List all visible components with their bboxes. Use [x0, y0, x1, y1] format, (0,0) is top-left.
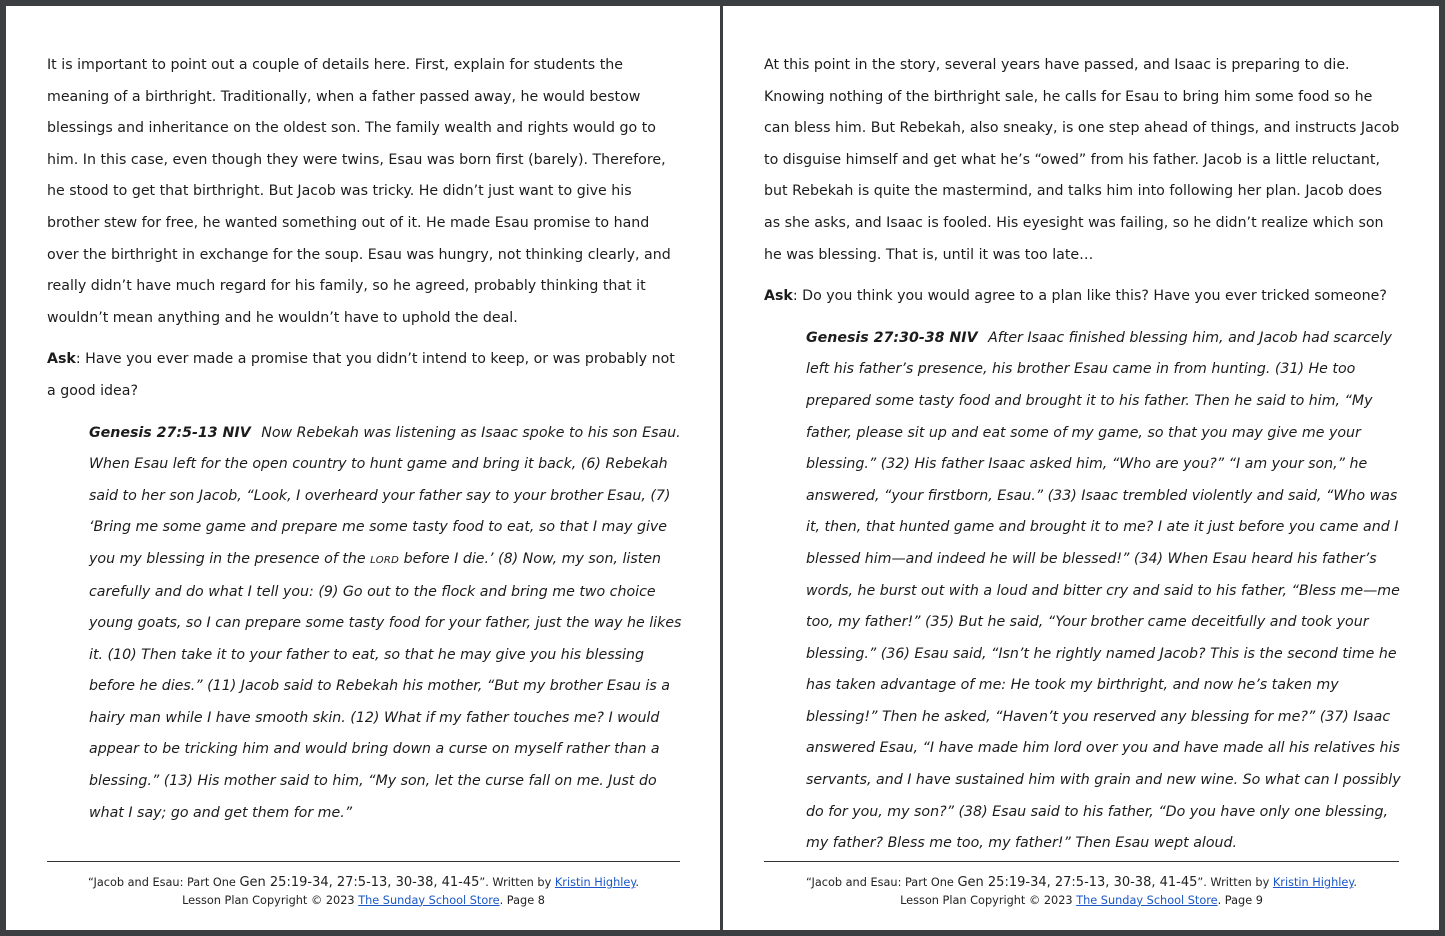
store-link[interactable]: The Sunday School Store	[1076, 893, 1218, 907]
page-number: Page 8	[506, 893, 545, 907]
ask-text: : Do you think you would agree to a plan like this? Have you ever tricked someone?	[792, 288, 1387, 305]
scripture-text: After Isaac finished blessing him, and Jacob had scarcely left his father’s presence, his brother Esau came in from hunting. (31) He too prepared some tasty food and brought it to his father. Then he said to him, “My father, please sit up and eat some of my game, so that you may give me your blessing.” (32) His father Isaac asked him, “Who are you?” “I am your son,” he answered, “your firstborn, Esau.” (33) Isaac trembled violently and said, “Who was it, then, that hunted game and brought it to me? I ate it just before you came and I blessed him—and indeed he will be blessed!” (34) When Esau heard his father’s words, he burst out with a loud and bitter cry and said to his father, “Bless me—me too, my father!” (35) But he said, “Your brother came deceitfully and took your blessing.” (36) Esau said, “Isn’t he rightly named Jacob? This is the second time he has taken advantage of me: He took my birthright, and now he’s taken my blessing!” Then he asked, “Haven’t you reserved any blessing for me?” (37) Isaac answered Esau, “I have made him lord over you and have made all his relatives his servants, and I have sustained him with grain and new wine. So what can I possibly do for you, my son?” (38) Esau said to his father, “Do you have only one blessing, my father? Bless me too, my father!” Then Esau wept aloud.	[806, 329, 1401, 852]
body-paragraph: At this point in the story, several years have passed, and Isaac is preparing to die. Knowing nothing of the birthright sale, he calls for Esau to bring him some food so he can bless him. But Rebekah, also sneaky, is one step ahead of things, and instructs Jacob to disguise himself and get what he’s “owed” from his father. Jacob is a little reluctant, but Rebekah is quite the mastermind, and talks him into following her plan. Jacob does as she asks, and Isaac is fooled. His eyesight was failing, so he didn’t realize which son he was blessing. That is, until it was too late…	[764, 57, 1400, 263]
ask-question	[47, 344, 682, 407]
ask-label: Ask	[47, 351, 76, 368]
scripture-text-part1: Now Rebekah was listening as Isaac spoke to his son Esau. When Esau left for the open country to hunt game and bring it back, (6) Rebekah said to her son Jacob, “Look, I overheard your father say to your brother Esau, (7) ‘Bring me some game and prepare me some tasty food to eat, so that I may give you my blessing in the presence of the	[89, 424, 681, 567]
page-body	[764, 50, 1401, 860]
scripture-passage	[89, 418, 682, 830]
footer-title-prefix: “Jacob and Esau: Part One	[805, 876, 954, 889]
author-link[interactable]: Kristin Highley	[1272, 876, 1354, 889]
ask-label: Ask	[764, 288, 793, 305]
footer-scripture-ref: Gen 25:19-34, 27:5-13, 30-38, 41-45	[957, 875, 1198, 890]
page-footer: “Jacob and Esau: Part One Gen 25:19-34, 27:5-13, 30-38, 41-45”. Written by Kristin Highley. Lesson Plan Copyright © 2023 The Sunday School Store. Page 8	[87, 875, 640, 907]
page-body	[47, 50, 682, 829]
footer-copyright: Lesson Plan Copyright © 2023	[182, 893, 355, 907]
document-page-right	[723, 6, 1439, 930]
scripture-passage	[806, 323, 1401, 860]
page-footer: “Jacob and Esau: Part One Gen 25:19-34, 27:5-13, 30-38, 41-45”. Written by Kristin Highley. Lesson Plan Copyright © 2023 The Sunday School Store. Page 9	[805, 875, 1358, 907]
scripture-reference: Genesis 27:30-38 NIV	[806, 329, 978, 346]
footer-scripture-ref: Gen 25:19-34, 27:5-13, 30-38, 41-45	[239, 875, 480, 890]
footer-divider	[47, 861, 680, 862]
ask-question	[764, 281, 1401, 313]
document-page-left	[6, 6, 720, 930]
page-number: Page 9	[1224, 893, 1263, 907]
footer-copyright: Lesson Plan Copyright © 2023	[900, 893, 1073, 907]
footer-title-suffix: ”. Written by	[1197, 876, 1270, 889]
scripture-reference: Genesis 27:5-13 NIV	[89, 424, 251, 441]
scripture-lord-smallcaps: LORD	[370, 554, 400, 566]
scripture-text-part2: before I die.’ (8) Now, my son, listen carefully and do what I tell you: (9) Go out to the flock and bring me two choice young goats, so I can prepare some tasty food for your father, just the way he likes it. (10) Then take it to your father to eat, so that he may give you his blessing before he dies.” (11) Jacob said to Rebekah his mother, “But my brother Esau is a hairy man while I have smooth skin. (12) What if my father touches me? I would appear to be tricking him and would bring down a curse on myself rather than a blessing.” (13) His mother said to him, “My son, let the curse fall on me. Just do what I say; go and get them for me.”	[89, 550, 682, 821]
author-link[interactable]: Kristin Highley	[554, 876, 636, 889]
footer-title-prefix: “Jacob and Esau: Part One	[87, 876, 236, 889]
body-paragraph: It is important to point out a couple of details here. First, explain for students the meaning of a birthright. Traditionally, when a father passed away, he would bestow blessings and inheritance on the oldest son. The family wealth and rights would go to him. In this case, even though they were twins, Esau was born first (barely). Therefore, he stood to get that birthright. But Jacob was tricky. He didn’t just want to give his brother stew for free, he wanted something out of it. He made Esau promise to hand over the birthright in exchange for the soup. Esau was hungry, not thinking clearly, and really didn’t have much regard for his family, so he agreed, probably thinking that it wouldn’t mean anything and he wouldn’t have to uphold the deal.	[47, 57, 671, 326]
store-link[interactable]: The Sunday School Store	[358, 893, 500, 907]
ask-text: : Have you ever made a promise that you didn’t intend to keep, or was probably not a good idea?	[47, 351, 675, 399]
footer-title-suffix: ”. Written by	[479, 876, 552, 889]
footer-divider	[764, 861, 1399, 862]
